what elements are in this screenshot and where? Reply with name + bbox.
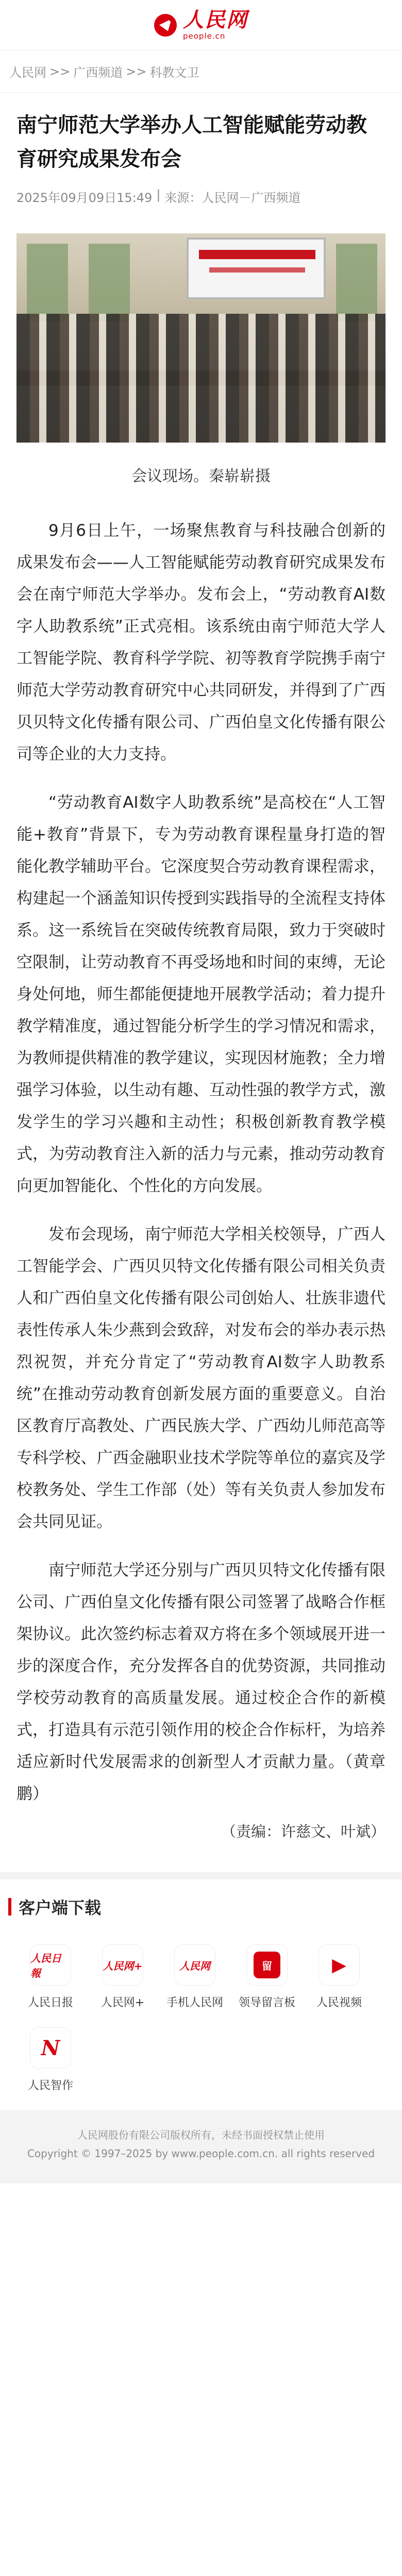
copyright-en: Copyright © 1997–2025 by www.people.com.cn. all rights reserved — [27, 2147, 375, 2160]
article-source: 来源：人民网－广西频道 — [164, 191, 301, 205]
section-divider — [0, 1872, 402, 1879]
app-label: 人民网+ — [100, 1996, 145, 2009]
people-plus-icon: 人民网+ — [102, 1944, 143, 1986]
article-meta — [16, 188, 386, 206]
people-create-icon: N — [30, 2027, 71, 2069]
message-board-icon: 留 — [246, 1944, 288, 1986]
article-paragraph: “劳动教育AI数字人助教系统”是高校在“人工智能+教育”背景下，专为劳动教育课程量身打造的智能化教学辅助平台。它深度契合劳动教育课程需求，构建起一个涵盖知识传授到实践指导的全流程支持体系。这一系统旨在突破传统教育局限，致力于突破时空限制，让劳动教育不再受场地和时间的束缚，无论身处何地，师生都能便捷地开展教学活动；着力提升教学精准度，通过智能分析学生的学习情况和需求，为教师提供精准的教学建议，实现因材施教；全力增强学习体验，以生动有趣、互动性强的教学方式，激发学生的学习兴趣和主动性；积极创新教育教学模式，为劳动教育注入新的活力与元素，推动劳动教育向更加智能化、个性化的方向发展。 — [16, 793, 386, 1195]
article-paragraph: 南宁师范大学还分别与广西贝贝特文化传播有限公司、广西伯皇文化传播有限公司签署了战略合作框架协议。此次签约标志着双方将在多个领域展开进一步的深度合作，充分发挥各自的优势资源，共同推动学校劳动教育的高质量发展。通过校企合作的新模式，打造具有示范引领作用的校企合作标杆，为培养适应新时代发展需求的创新型人才贡献力量。（黄章鹏） — [16, 1561, 386, 1803]
app-list — [0, 1919, 402, 2110]
breadcrumb-home[interactable]: 人民网 — [9, 65, 46, 80]
photo-caption: 会议现场。秦崭崭摄 — [131, 467, 271, 485]
photo-screen — [187, 238, 326, 299]
download-header — [0, 1895, 402, 1919]
breadcrumb-section[interactable]: 科教文卫 — [149, 65, 199, 80]
people-logo-icon — [154, 14, 177, 37]
app-people-video[interactable] — [303, 1944, 375, 2010]
header-accent-bar — [8, 1898, 11, 1916]
app-people-create[interactable] — [14, 2027, 87, 2093]
mobile-people-icon: 人民网 — [174, 1944, 215, 1986]
article-title: 南宁师范大学举办人工智能赋能劳动教育研究成果发布会 — [16, 113, 367, 171]
app-label: 人民日报 — [27, 1996, 73, 2009]
app-people-plus[interactable] — [87, 1944, 159, 2010]
app-label: 人民视频 — [316, 1996, 362, 2009]
photo-window — [27, 244, 68, 321]
logo-en: people.cn — [183, 31, 226, 41]
site-logo[interactable] — [154, 10, 248, 40]
photo-window — [89, 244, 130, 321]
app-label: 领导留言板 — [238, 1996, 295, 2009]
article — [0, 93, 402, 1872]
app-mobile-people[interactable] — [159, 1944, 231, 2010]
publish-datetime: 2025年09月09日15:49 — [16, 191, 153, 205]
logo-cn: 人民网 — [183, 8, 248, 32]
breadcrumb-separator: >> — [126, 64, 147, 79]
people-daily-icon: 人民日報 — [30, 1944, 71, 1986]
top-bar — [0, 0, 402, 50]
article-photo[interactable] — [16, 233, 386, 443]
article-editor: （责编：许慈文、叶斌） — [221, 1823, 386, 1840]
photo-window — [336, 244, 377, 321]
app-message-board[interactable] — [231, 1944, 303, 2010]
article-paragraph: 发布会现场，南宁师范大学相关校领导，广西人工智能学会、广西贝贝特文化传播有限公司相关负责人和广西伯皇文化传播有限公司创始人、壮族非遗代表性传承人朱少燕到会致辞，对发布会的举办表示热烈祝贺，并充分肯定了“劳动教育AI数字人助教系统”在推动劳动教育创新发展方面的重要意义。自治区教育厅高教处、广西民族大学、广西幼儿师范高等专科学校、广西金融职业技术学院等单位的嘉宾及学校教务处、学生工作部（处）等有关负责人参加发布会共同见证。 — [16, 1225, 386, 1531]
app-label: 手机人民网 — [166, 1996, 223, 2009]
breadcrumb-guangxi[interactable]: 广西频道 — [73, 65, 123, 80]
app-label: 人民智作 — [27, 2079, 73, 2092]
copyright-cn: 人民网股份有限公司版权所有，未经书面授权禁止使用 — [77, 2129, 325, 2141]
app-download-section — [0, 1879, 402, 2110]
photo-audience — [16, 314, 386, 443]
article-paragraph: 9月6日上午，一场聚焦教育与科技融合创新的成果发布会——人工智能赋能劳动教育研究成果发布会在南宁师范大学举办。发布会上，“劳动教育AI数字人助教系统”正式亮相。该系统由南宁师范大学人工智能学院、教育科学学院、初等教育学院携手南宁师范大学劳动教育研究中心共同研发，并得到了广西贝贝特文化传播有限公司、广西伯皇文化传播有限公司等企业的大力支持。 — [16, 521, 386, 764]
breadcrumb — [0, 50, 402, 93]
app-people-daily[interactable] — [14, 1944, 87, 2010]
download-title: 客户端下载 — [19, 1898, 102, 1918]
footer — [0, 2110, 402, 2183]
logo-text — [183, 10, 248, 40]
people-video-icon: ▶ — [319, 1944, 360, 1986]
breadcrumb-separator: >> — [49, 64, 71, 79]
meta-separator: | — [156, 188, 161, 202]
